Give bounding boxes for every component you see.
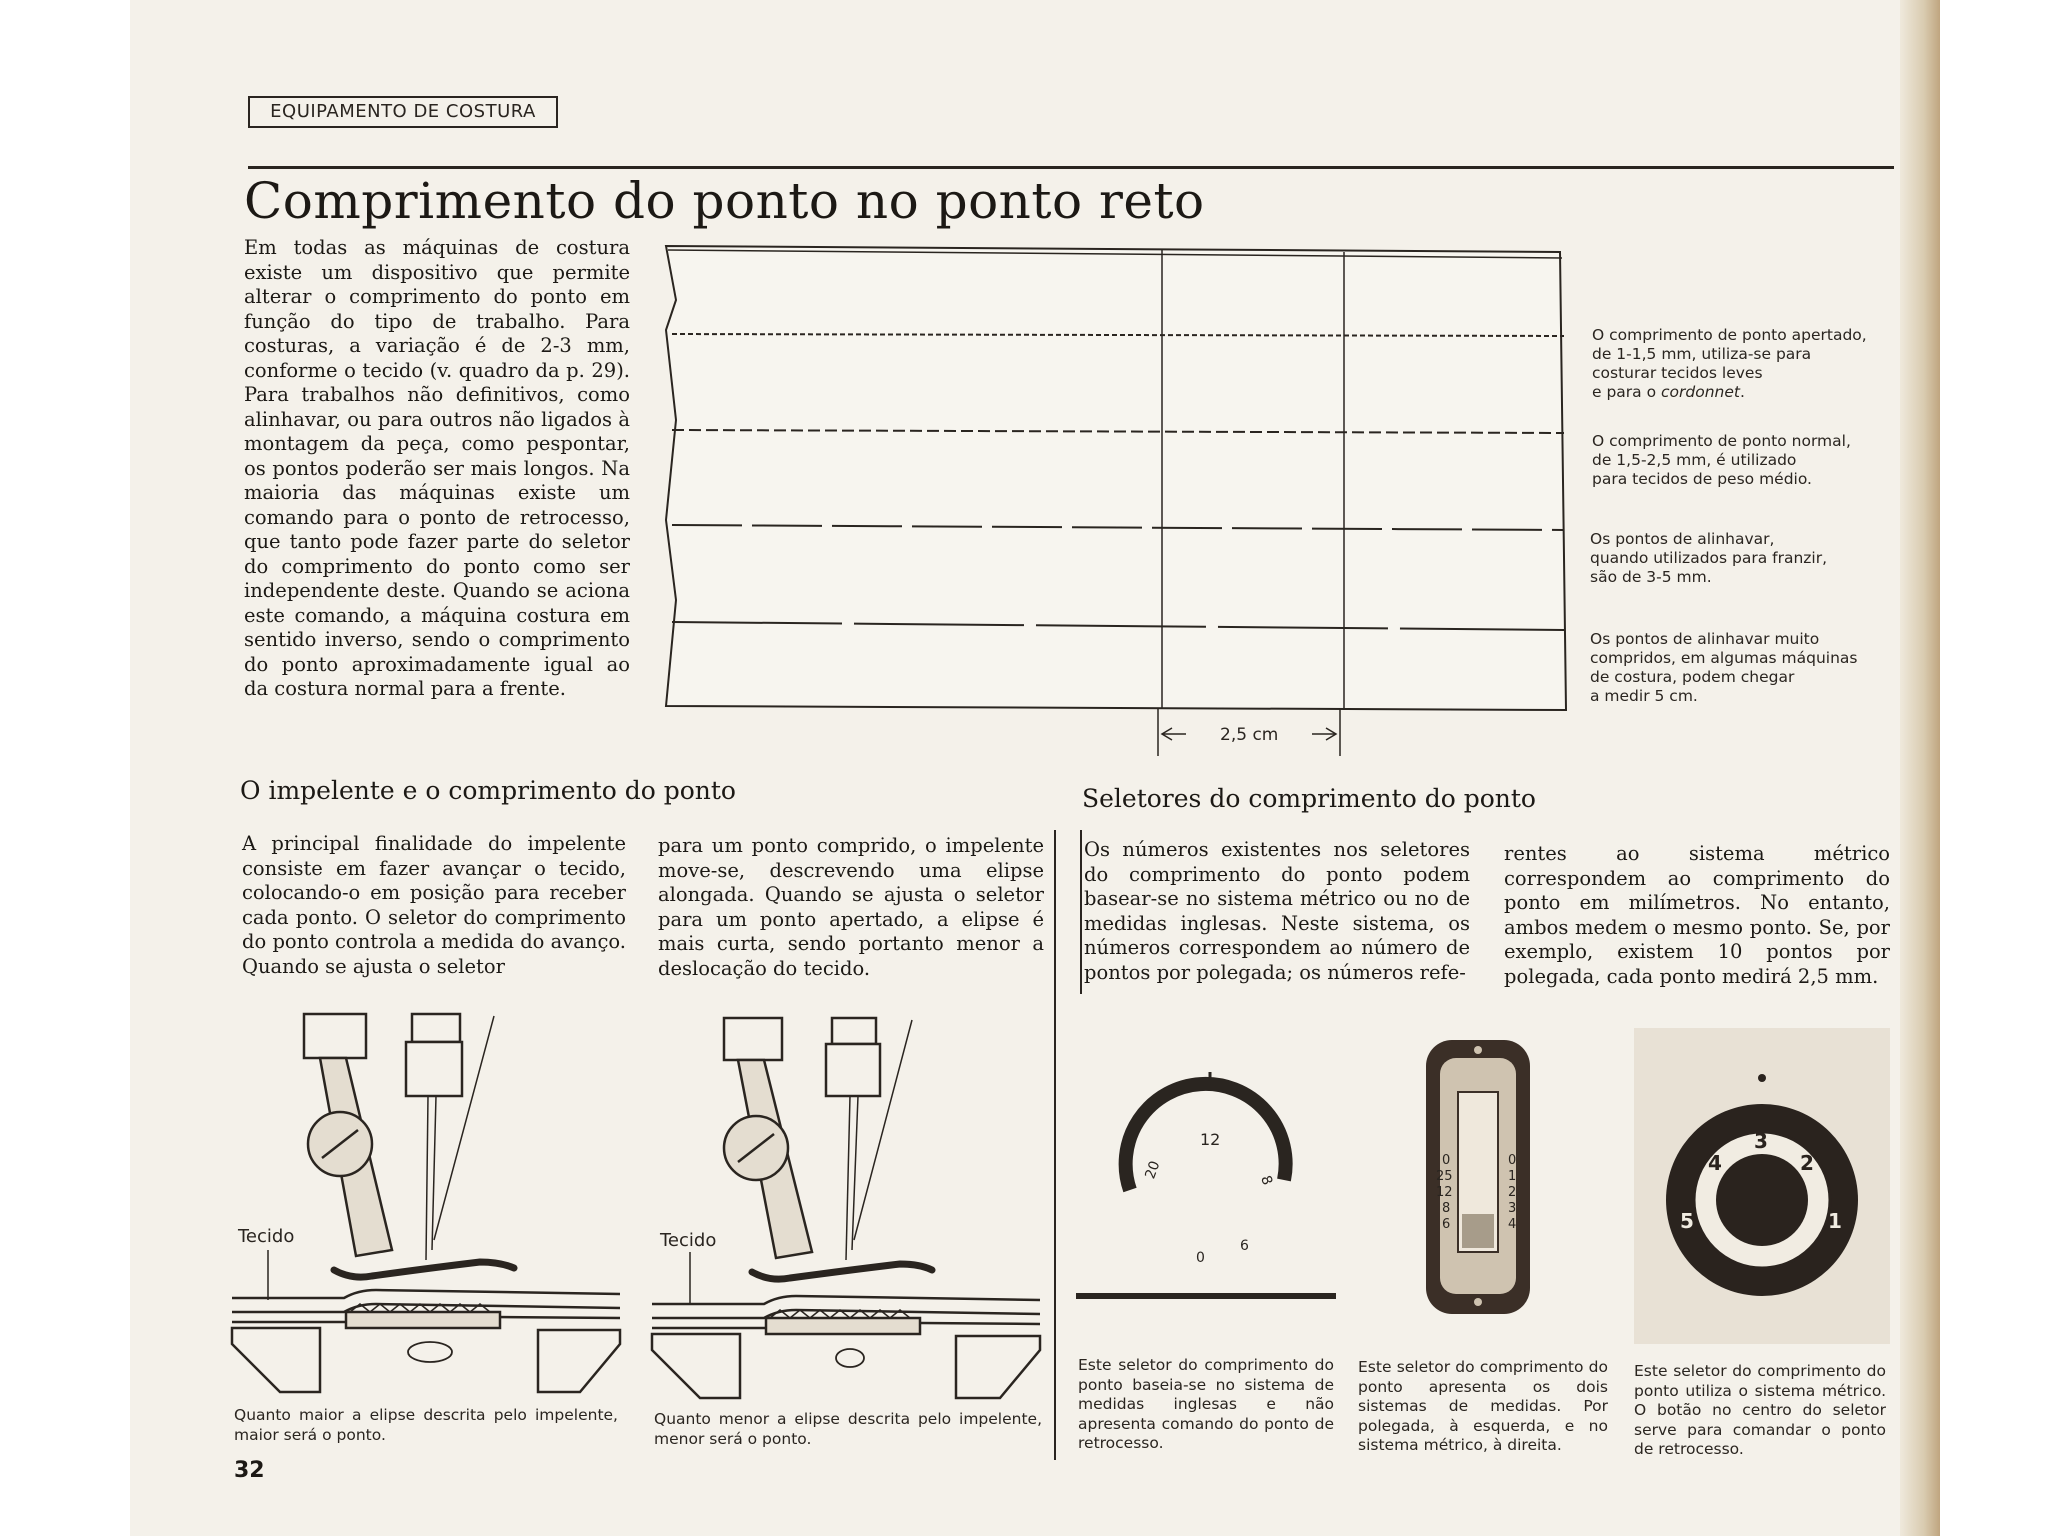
feed-dog-illustration-1 <box>232 1014 620 1392</box>
dial-imperial-illustration <box>1076 1072 1336 1296</box>
caption-selector-3: Este seletor do comprimento do ponto utiliza o sistema métrico. O botão no centro do seletor serve para comandar o ponto de retrocesso. <box>1634 1362 1886 1458</box>
slider-left-number-0: 0 <box>1442 1153 1451 1168</box>
dial1-number-6: 6 <box>1240 1238 1249 1254</box>
slider-right-number-4: 4 <box>1508 1217 1517 1232</box>
slider-left-number-25: 25 <box>1436 1169 1453 1184</box>
slider-selector-illustration <box>1426 1040 1530 1314</box>
note-2-line-2: de 1,5-2,5 mm, é utilizado <box>1592 451 1797 469</box>
note-3-line-3: são de 3-5 mm. <box>1590 568 1712 586</box>
slider-left-number-8: 8 <box>1442 1201 1451 1216</box>
selector-column-rule <box>1080 830 1082 994</box>
page-number: 32 <box>234 1458 265 1483</box>
caption-small-ellipse: Quanto menor a elipse descrita pelo impelente, menor será o ponto. <box>654 1410 1042 1448</box>
measure-label: 2,5 cm <box>1220 725 1279 745</box>
note-2-line-1: O comprimento de ponto normal, <box>1592 432 1851 450</box>
feed-section-heading: O impelente e o comprimento do ponto <box>240 776 736 805</box>
dial3-number-1: 1 <box>1828 1209 1842 1233</box>
note-4-line-3: de costura, podem chegar <box>1590 668 1795 686</box>
feed-section-col1: A principal finalidade do impelente consiste em fazer avançar o tecido, colocando-o em posição para receber cada ponto. O seletor do comprimento do ponto controla a medida do avanço. Quando se ajusta o seletor <box>242 832 626 978</box>
dial3-number-4: 4 <box>1708 1151 1722 1175</box>
selector-section-col2: rentes ao sistema métrico correspondem ao comprimento do ponto em milímetros. No entanto, ambos medem o mesmo ponto. Se, por exemplo, existem 10 pontos por polegada, cada ponto medirá 2,5 mm. <box>1504 842 1890 988</box>
dial-metric-illustration <box>1634 1028 1890 1344</box>
slider-right-number-1: 1 <box>1508 1169 1517 1184</box>
section-label: EQUIPAMENTO DE COSTURA <box>248 96 558 128</box>
column-divider <box>1054 830 1056 1460</box>
fabric-label-1: Tecido <box>238 1226 295 1247</box>
note-4-line-2: compridos, em algumas máquinas <box>1590 649 1858 667</box>
note-3-line-2: quando utilizados para franzir, <box>1590 549 1828 567</box>
note-4-line-4: a medir 5 cm. <box>1590 687 1698 705</box>
caption-large-ellipse: Quanto maior a elipse descrita pelo impelente, maior será o ponto. <box>234 1406 618 1444</box>
feed-dog-illustration-2 <box>652 1018 1040 1398</box>
dial1-number-0: 0 <box>1196 1250 1205 1266</box>
slider-right-number-3: 3 <box>1508 1201 1517 1216</box>
note-3-line-1: Os pontos de alinhavar, <box>1590 530 1775 548</box>
dial3-number-2: 2 <box>1800 1151 1814 1175</box>
feed-section-col2: para um ponto comprido, o impelente move-se, descrevendo uma elipse alongada. Quando se ajusta o seletor para um ponto apertado, a elipse é mais curta, sendo portanto menor a deslocação do tecido. <box>658 834 1044 980</box>
note-1-line-3: costurar tecidos leves <box>1592 364 1763 382</box>
page-title: Comprimento do ponto no ponto reto <box>244 172 1205 230</box>
note-1-line-1: O comprimento de ponto apertado, <box>1592 326 1867 344</box>
slider-right-number-0: 0 <box>1508 1153 1517 1168</box>
note-1-line-4: e para o cordonnet. <box>1592 383 1745 401</box>
dial1-number-12: 12 <box>1200 1130 1221 1149</box>
slider-left-number-12: 12 <box>1436 1185 1453 1200</box>
dial1-number-8: 8 <box>1257 1173 1276 1188</box>
dial3-number-5: 5 <box>1680 1209 1694 1233</box>
selector-section-heading: Seletores do comprimento do ponto <box>1082 784 1536 813</box>
note-2-line-3: para tecidos de peso médio. <box>1592 470 1812 488</box>
stitch-notes <box>1590 326 1867 705</box>
fabric-panel <box>666 246 1566 710</box>
fabric-label-2: Tecido <box>660 1230 717 1251</box>
dial3-number-0: 0 <box>1758 1245 1772 1269</box>
intro-paragraph: Em todas as máquinas de costura existe um dispositivo que permite alterar o comprimento do ponto em função do tipo de trabalho. Para costuras, a variação é de 2-3 mm, conforme o tecido (v. quadro da p. 29). Para trabalhos não definitivos, como alinhavar, ou para outros não ligados à montagem da peça, como pespontar, os pontos poderão ser mais longos. Na maioria das máquinas existe um comando para o ponto de retrocesso, que tanto pode fazer parte do seletor do comprimento do ponto como ser independente deste. Quando se aciona este comando, a máquina costura em sentido inverso, sendo o comprimento do ponto aproximadamente igual ao da costura normal para a frente. <box>244 236 630 700</box>
dial3-number-3: 3 <box>1754 1129 1768 1153</box>
dial1-number-20: 20 <box>1142 1158 1164 1182</box>
slider-left-number-6: 6 <box>1442 1217 1451 1232</box>
note-4-line-1: Os pontos de alinhavar muito <box>1590 630 1820 648</box>
caption-selector-1: Este seletor do comprimento do ponto baseia-se no sistema de medidas inglesas e não apresenta comando do ponto de retrocesso. <box>1078 1356 1334 1452</box>
caption-selector-2: Este seletor do comprimento do ponto apresenta os dois sistemas de medidas. Por polegada, à esquerda, e no sistema métrico, à direita. <box>1358 1358 1608 1454</box>
selector-section-col1: Os números existentes nos seletores do comprimento do ponto podem basear-se no sistema métrico ou no de medidas inglesas. Neste sistema, os números correspondem ao número de pontos por polegada; os números refe- <box>1084 838 1470 984</box>
slider-right-number-2: 2 <box>1508 1185 1517 1200</box>
note-1-line-2: de 1-1,5 mm, utiliza-se para <box>1592 345 1812 363</box>
